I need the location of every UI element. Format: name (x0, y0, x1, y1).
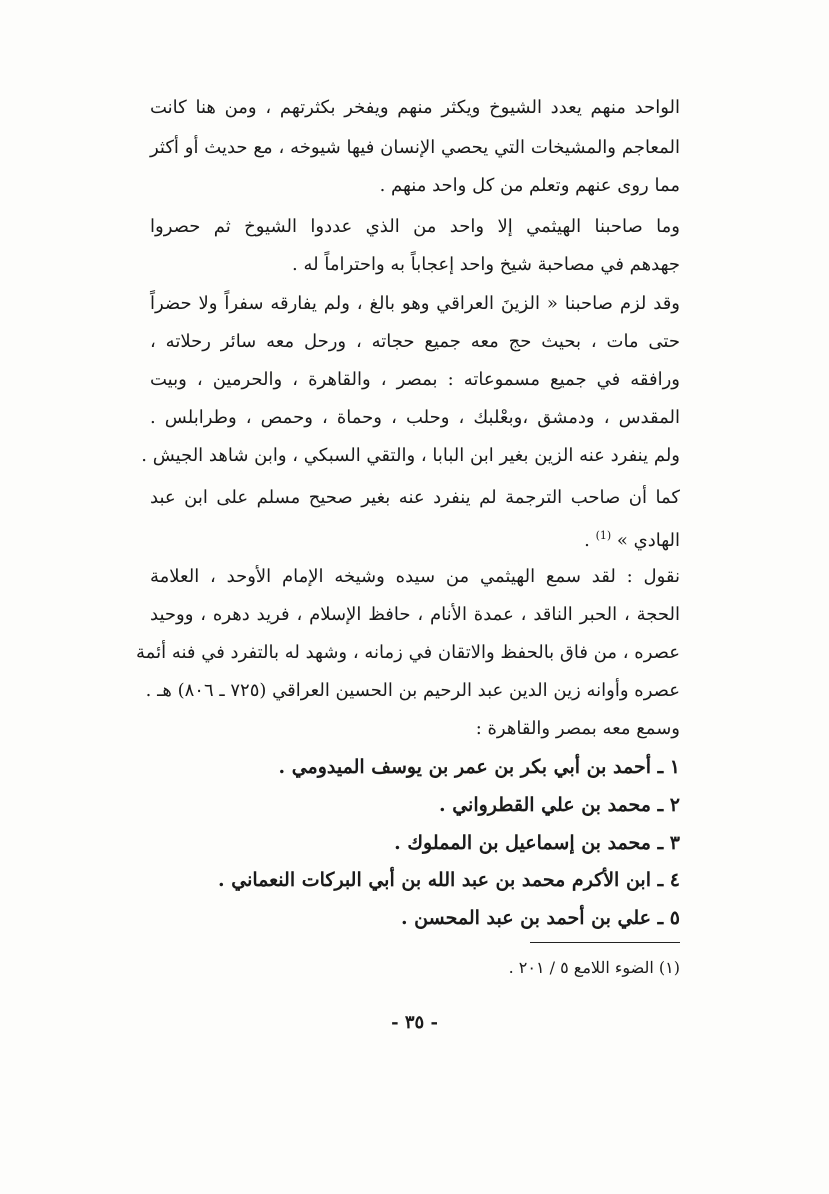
page-number: - ٣٥ - (391, 1012, 438, 1033)
text-fragment: . (584, 530, 590, 551)
footnote: (١) الضوء اللامع ٥ / ٢٠١ . (508, 958, 680, 977)
footnote-divider (530, 942, 680, 943)
text-line: المقدس ، ودمشق ،وبعْلبك ، وحلب ، وحماة ، وحمص ، وطرابلس . (150, 407, 680, 428)
text-line (584, 524, 680, 553)
text-line: عصره وأوانه زين الدين عبد الرحيم بن الحسين العراقي (٧٢٥ ـ ٨٠٦) هـ . (145, 680, 680, 701)
list-item: ١ ـ أحمد بن أبي بكر بن عمر بن يوسف الميدومي . (278, 756, 680, 778)
list-item: ٢ ـ محمد بن علي القطرواني . (438, 794, 680, 816)
text-line: ولم ينفرد عنه الزين بغير ابن البابا ، والتقي السبكي ، وابن شاهد الجيش . (141, 445, 680, 466)
text-line: الواحد منهم يعدد الشيوخ ويكثر منهم ويفخر بكثرتهم ، ومن هنا كانت (150, 97, 680, 118)
list-item: ٣ ـ محمد بن إسماعيل بن المملوك . (394, 832, 680, 854)
text-line: كما أن صاحب الترجمة لم ينفرد عنه بغير صحيح مسلم على ابن عبد (150, 487, 680, 508)
footnote-reference: (1) (595, 529, 612, 542)
text-line: وقد لزم صاحبنا « الزينَ العراقي وهو بالغ ، ولم يفارقه سفراً ولا حضراً (150, 293, 680, 314)
text-line: حتى مات ، بحيث حج معه جميع حجاته ، ورحل معه سائر رحلاته ، (150, 331, 680, 352)
text-line: مما روى عنهم وتعلم من كل واحد منهم . (379, 175, 680, 196)
text-line: وما صاحبنا الهيثمي إلا واحد من الذي عددوا الشيوخ ثم حصروا (150, 216, 680, 237)
list-item: ٤ ـ ابن الأكرم محمد بن عبد الله بن أبي البركات النعماني . (218, 869, 680, 891)
text-line: جهدهم في مصاحبة شيخ واحد إعجاباً به واحتراماً له . (292, 254, 680, 275)
text-line: المعاجم والمشيخات التي يحصي الإنسان فيها شيوخه ، مع حديث أو أكثر (150, 137, 680, 158)
text-line: عصره ، من فاق بالحفظ والاتقان في زمانه ، وشهد له بالتفرد في فنه أئمة (136, 642, 680, 663)
text-line: وسمع معه بمصر والقاهرة : (475, 718, 680, 739)
list-item: ٥ ـ علي بن أحمد بن عبد المحسن . (400, 907, 680, 929)
text-fragment: الهادي » (616, 530, 680, 551)
text-line: ورافقه في جميع مسموعاته : بمصر ، والقاهرة ، والحرمين ، وبيت (150, 369, 680, 390)
text-line: الحجة ، الحبر الناقد ، عمدة الأنام ، حافظ الإسلام ، فريد دهره ، ووحيد (150, 604, 680, 625)
text-line: نقول : لقد سمع الهيثمي من سيده وشيخه الإمام الأوحد ، العلامة (150, 566, 680, 587)
